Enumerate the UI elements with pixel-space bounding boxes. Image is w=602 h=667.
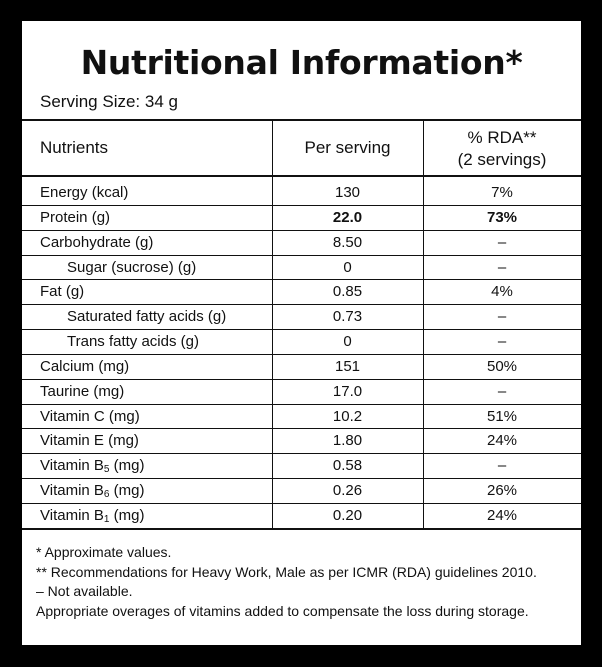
nutrient-name: Protein (g) — [40, 208, 111, 226]
per-serving-value: 0.58 — [332, 457, 363, 475]
table-row — [22, 504, 581, 529]
footnote-approximate: * Approximate values. — [36, 544, 172, 560]
rda-value: – — [497, 308, 507, 326]
rda-value: – — [497, 258, 507, 276]
nutrition-label-panel — [22, 21, 581, 645]
table-row — [22, 429, 581, 454]
table-row — [22, 256, 581, 281]
footnotes — [36, 543, 537, 621]
name-subscript: 1 — [103, 513, 110, 525]
header-rda-line2: (2 servings) — [457, 150, 547, 169]
rda-value: 73% — [486, 208, 518, 226]
name-suffix: (mg) — [109, 457, 145, 475]
nutrient-name: Trans fatty acids (g) — [67, 333, 199, 351]
nutrient-name: Saturated fatty acids (g) — [67, 308, 227, 326]
per-serving-value: 1.80 — [332, 432, 363, 450]
per-serving-value: 0.73 — [332, 308, 363, 326]
table-row — [22, 280, 581, 305]
name-prefix: Vitamin B — [40, 482, 104, 500]
nutrient-name: Calcium (mg) — [40, 357, 130, 375]
per-serving-value: 0.85 — [332, 283, 363, 301]
footnote-not-available: – Not available. — [36, 583, 133, 599]
name-suffix: (mg) — [109, 482, 145, 500]
rda-value: – — [497, 457, 507, 475]
nutrient-rows — [22, 181, 581, 529]
table-row — [22, 405, 581, 430]
nutrient-name: Energy (kcal) — [40, 184, 129, 201]
name-subscript: 6 — [103, 489, 110, 501]
header-rda-line1: % RDA** — [467, 128, 537, 147]
nutrient-name: Vitamin E (mg) — [40, 432, 139, 450]
table-row — [22, 330, 581, 355]
rda-value: 7% — [491, 184, 513, 201]
table-row — [22, 181, 581, 206]
name-suffix: (mg) — [109, 506, 145, 524]
header-divider — [22, 175, 581, 177]
table-row — [22, 380, 581, 405]
rda-value: 51% — [486, 407, 518, 425]
table-row — [22, 454, 581, 479]
per-serving-value: 17.0 — [332, 382, 363, 400]
nutrient-name — [40, 504, 144, 532]
rda-value: 24% — [486, 506, 518, 524]
table-row — [22, 206, 581, 231]
per-serving-value: 8.50 — [332, 233, 363, 251]
rda-value: – — [497, 382, 507, 400]
table-row — [22, 305, 581, 330]
rda-value: 24% — [486, 432, 518, 450]
rda-value: 4% — [491, 283, 513, 301]
rda-value: 50% — [486, 357, 518, 375]
header-per-serving: Per serving — [304, 138, 391, 157]
table-row — [22, 231, 581, 256]
nutrient-name: Taurine (mg) — [40, 382, 125, 400]
per-serving-value: 0 — [343, 333, 352, 351]
per-serving-value: 10.2 — [332, 407, 363, 425]
serving-size: Serving Size: 34 g — [40, 92, 178, 111]
nutrient-name: Sugar (sucrose) (g) — [67, 258, 197, 276]
per-serving-value: 0.26 — [332, 482, 363, 500]
nutrient-name: Fat (g) — [40, 283, 85, 301]
header-nutrients: Nutrients — [40, 138, 109, 157]
header-rda — [423, 127, 581, 171]
nutrient-name: Vitamin C (mg) — [40, 407, 140, 425]
footnote-overages: Appropriate overages of vitamins added to compensate the loss during storage. — [36, 602, 529, 619]
label-title: Nutritional Information* — [80, 43, 523, 82]
nutrient-name: Carbohydrate (g) — [40, 233, 154, 251]
footnote-rda-source: ** Recommendations for Heavy Work, Male as per ICMR (RDA) guidelines 2010. — [36, 563, 537, 580]
per-serving-value: 22.0 — [332, 208, 363, 226]
rda-value: – — [497, 333, 507, 351]
per-serving-value: 0.20 — [332, 506, 363, 524]
table-row — [22, 479, 581, 504]
name-subscript: 5 — [103, 464, 110, 476]
per-serving-value: 0 — [343, 258, 352, 276]
name-prefix: Vitamin B — [40, 457, 104, 475]
name-prefix: Vitamin B — [40, 506, 104, 524]
per-serving-value: 130 — [334, 184, 361, 201]
table-row — [22, 355, 581, 380]
table-top-border — [22, 119, 581, 121]
per-serving-value: 151 — [334, 357, 361, 375]
rda-value: – — [497, 233, 507, 251]
rda-value: 26% — [486, 482, 518, 500]
